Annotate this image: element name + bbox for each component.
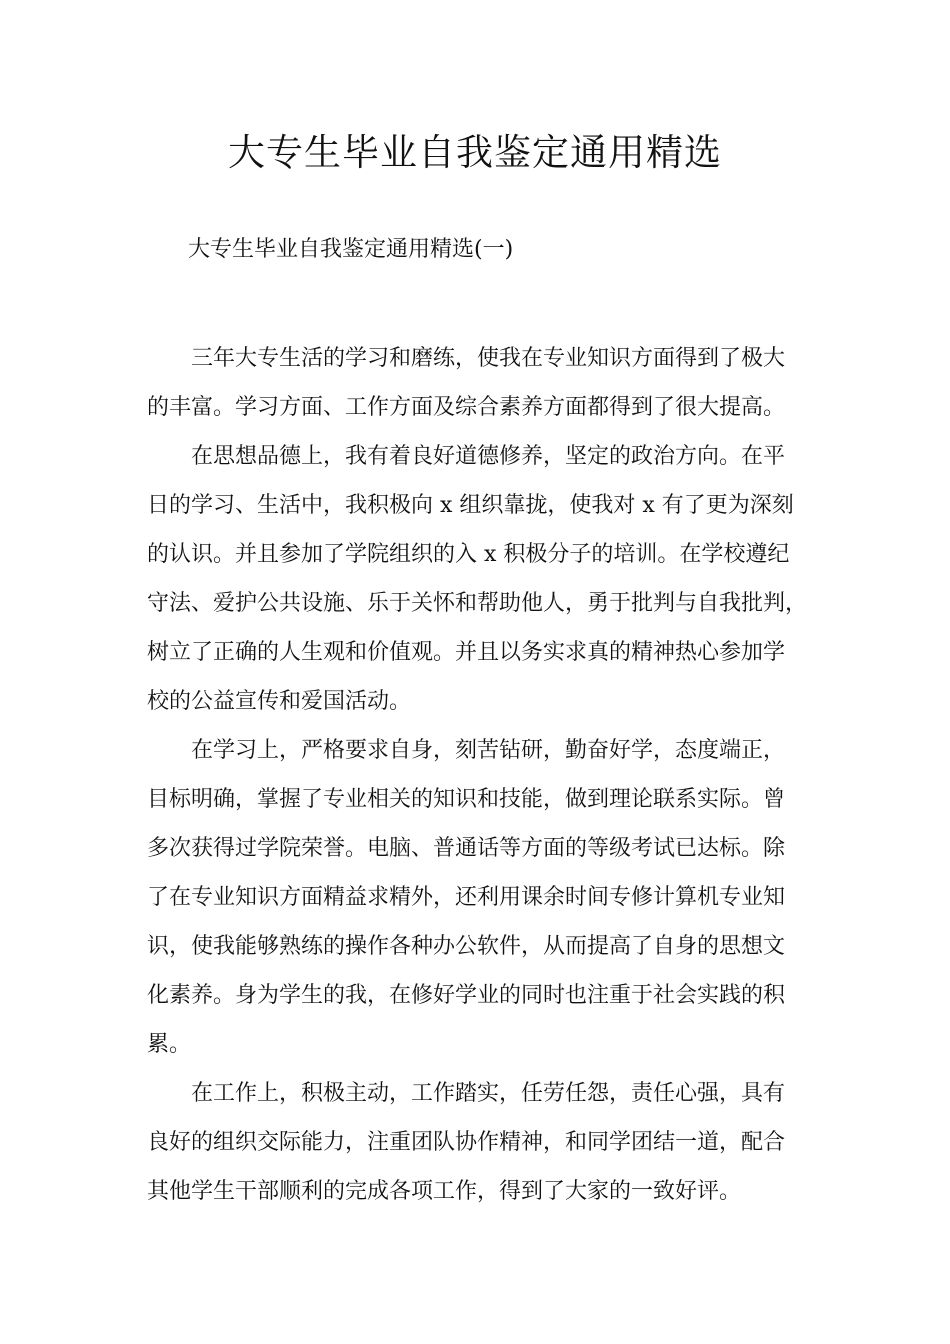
text-line: 三年大专生活的学习和磨练，使我在专业知识方面得到了极大 bbox=[191, 346, 786, 371]
text-line: 在工作上，积极主动，工作踏实，任劳任怨，责任心强，具有 bbox=[191, 1081, 786, 1106]
text-line: 累。 bbox=[147, 1032, 192, 1057]
paragraph-4 bbox=[147, 1069, 817, 1216]
text-line: 良好的组织交际能力，注重团队协作精神，和同学团结一道，配合 bbox=[147, 1130, 786, 1155]
document-title: 大专生毕业自我鉴定通用精选 bbox=[228, 131, 722, 174]
paragraph-3 bbox=[147, 726, 817, 1069]
text-line: 日的学习、生活中，我积极向 x 组织靠拢，使我对 x 有了更为深刻 bbox=[147, 493, 794, 518]
paragraph-1 bbox=[147, 334, 817, 432]
text-line: 目标明确，掌握了专业相关的知识和技能，做到理论联系实际。曾 bbox=[147, 787, 786, 812]
text-line: 校的公益宣传和爱国活动。 bbox=[147, 689, 412, 714]
text-line: 的认识。并且参加了学院组织的入 x 积极分子的培训。在学校遵纪 bbox=[147, 542, 790, 567]
text-line: 守法、爱护公共设施、乐于关怀和帮助他人，勇于批判与自我批判， bbox=[147, 591, 808, 616]
text-line: 化素养。身为学生的我，在修好学业的同时也注重于社会实践的积 bbox=[147, 983, 786, 1008]
text-line: 了在专业知识方面精益求精外，还利用课余时间专修计算机专业知 bbox=[147, 885, 786, 910]
text-line: 在思想品德上，我有着良好道德修养，坚定的政治方向。在平 bbox=[191, 444, 786, 469]
text-line: 的丰富。学习方面、工作方面及综合素养方面都得到了很大提高。 bbox=[147, 395, 786, 420]
text-line: 其他学生干部顺利的完成各项工作，得到了大家的一致好评。 bbox=[147, 1179, 742, 1204]
text-line: 识，使我能够熟练的操作各种办公软件，从而提高了自身的思想文 bbox=[147, 934, 786, 959]
text-line: 树立了正确的人生观和价值观。并且以务实求真的精神热心参加学 bbox=[147, 640, 786, 665]
text-line: 多次获得过学院荣誉。电脑、普通话等方面的等级考试已达标。除 bbox=[147, 836, 786, 861]
paragraph-2 bbox=[147, 432, 817, 726]
document-subtitle: 大专生毕业自我鉴定通用精选(一) bbox=[188, 237, 514, 262]
document-body bbox=[147, 334, 817, 1216]
text-line: 在学习上，严格要求自身，刻苦钻研，勤奋好学，态度端正， bbox=[191, 738, 786, 763]
